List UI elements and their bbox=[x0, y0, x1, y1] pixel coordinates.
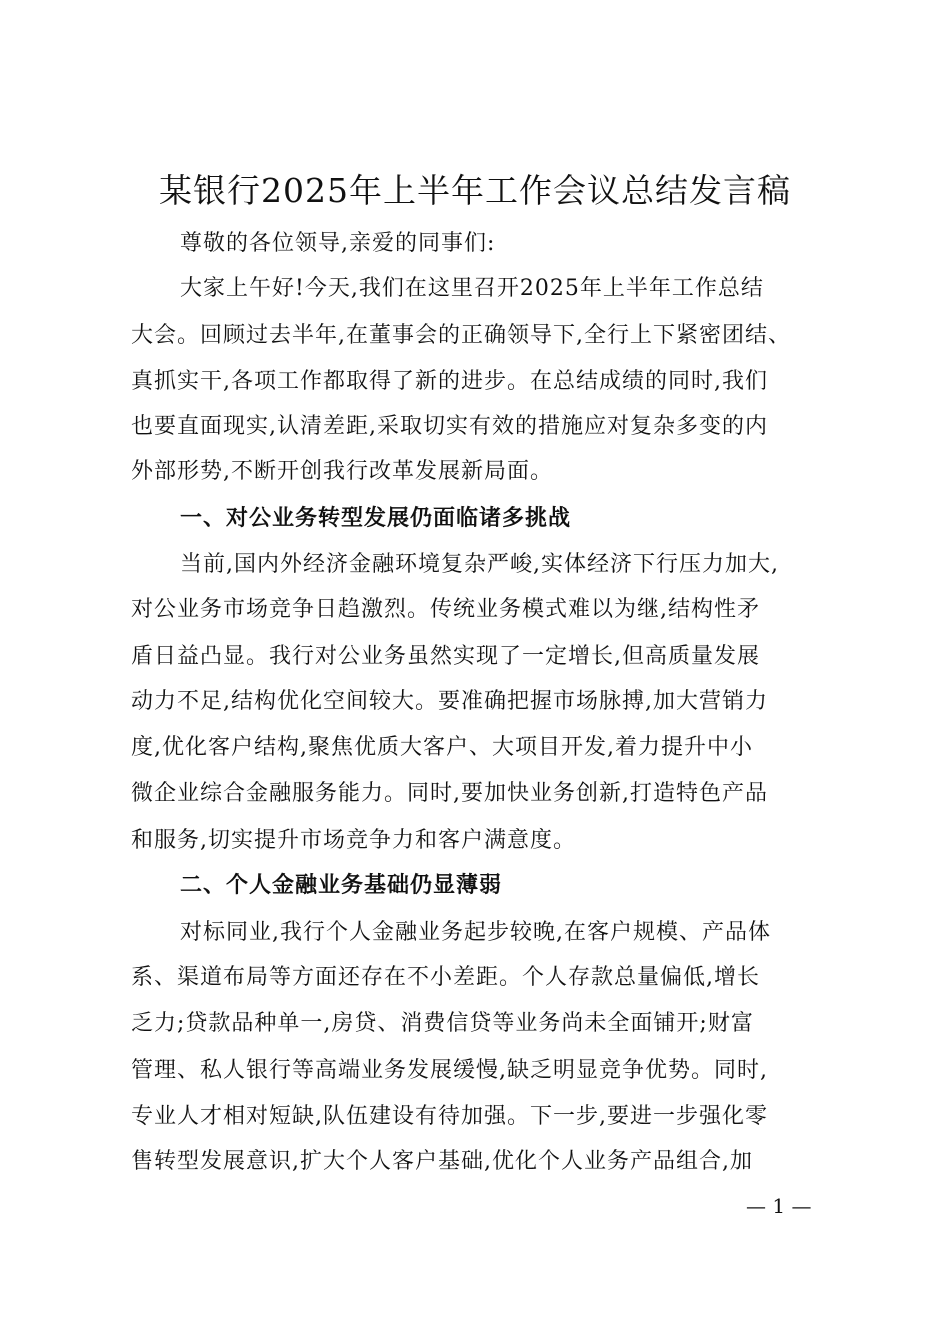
section2-line: 系、渠道布局等方面还存在不小差距。个人存款总量偏低,增长 bbox=[131, 965, 760, 990]
section1-line: 度,优化客户结构,聚焦优质大客户、大项目开发,着力提升中小 bbox=[131, 735, 753, 760]
intro-line: 大家上午好!今天,我们在这里召开2025年上半年工作总结 bbox=[180, 276, 764, 301]
section2-line: 乏力;贷款品种单一,房贷、消费信贷等业务尚未全面铺开;财富 bbox=[131, 1011, 754, 1036]
section1-line: 和服务,切实提升市场竞争力和客户满意度。 bbox=[131, 828, 576, 853]
section2-line: 管理、私人银行等高端业务发展缓慢,缺乏明显竞争优势。同时, bbox=[131, 1058, 768, 1083]
salutation: 尊敬的各位领导,亲爱的同事们: bbox=[180, 231, 496, 256]
section2-line: 专业人才相对短缺,队伍建设有待加强。下一步,要进一步强化零 bbox=[131, 1104, 768, 1129]
section1-line: 对公业务市场竞争日趋激烈。传统业务模式难以为继,结构性矛 bbox=[131, 597, 760, 622]
section1-line: 盾日益凸显。我行对公业务虽然实现了一定增长,但高质量发展 bbox=[131, 644, 760, 669]
section-heading-1: 一、对公业务转型发展仍面临诸多挑战 bbox=[180, 506, 572, 531]
page-number: — 1 — bbox=[746, 1194, 812, 1218]
intro-line: 真抓实干,各项工作都取得了新的进步。在总结成绩的同时,我们 bbox=[131, 369, 768, 394]
intro-line: 外部形势,不断开创我行改革发展新局面。 bbox=[131, 459, 553, 484]
section1-line: 当前,国内外经济金融环境复杂严峻,实体经济下行压力加大, bbox=[180, 552, 779, 577]
section-heading-2: 二、个人金融业务基础仍显薄弱 bbox=[180, 873, 503, 898]
intro-line: 也要直面现实,认清差距,采取切实有效的措施应对复杂多变的内 bbox=[131, 414, 768, 439]
section1-line: 动力不足,结构优化空间较大。要准确把握市场脉搏,加大营销力 bbox=[131, 689, 768, 714]
document-title: 某银行2025年上半年工作会议总结发言稿 bbox=[159, 171, 791, 210]
section2-line: 对标同业,我行个人金融业务起步较晚,在客户规模、产品体 bbox=[180, 920, 771, 945]
section1-line: 微企业综合金融服务能力。同时,要加快业务创新,打造特色产品 bbox=[131, 781, 768, 806]
intro-line: 大会。回顾过去半年,在董事会的正确领导下,全行上下紧密团结、 bbox=[131, 323, 791, 348]
section2-line: 售转型发展意识,扩大个人客户基础,优化个人业务产品组合,加 bbox=[131, 1149, 753, 1174]
